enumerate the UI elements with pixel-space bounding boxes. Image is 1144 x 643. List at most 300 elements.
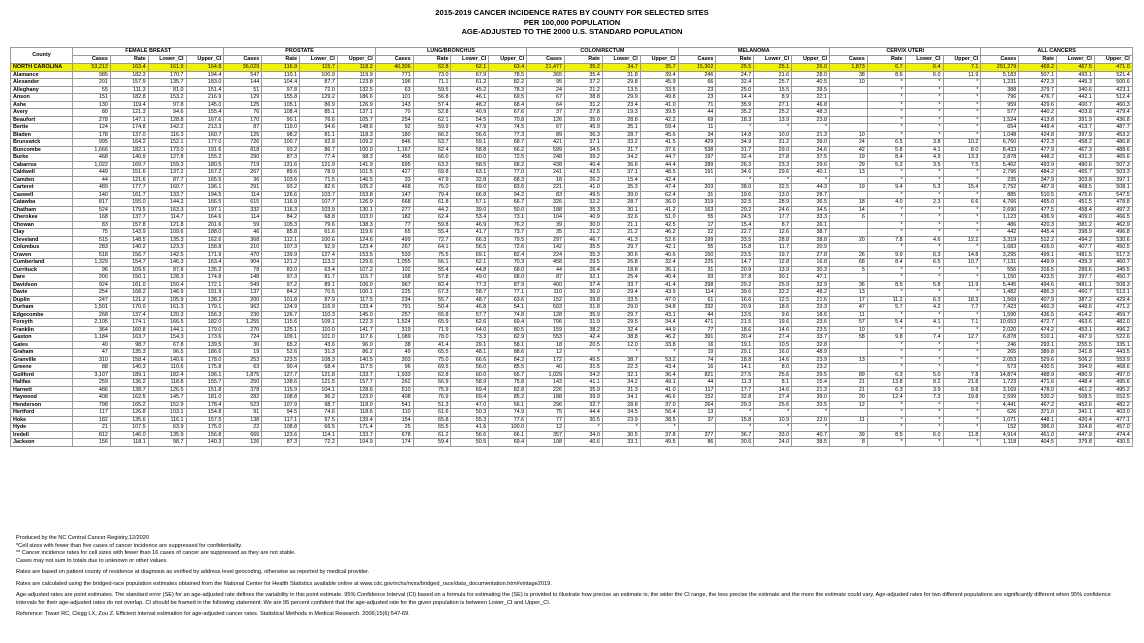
- cervix-uteri-cases-cell: 39: [829, 431, 867, 439]
- melanoma-cases-cell: 203: [678, 184, 716, 192]
- female-breast-cases-cell: 40: [73, 341, 111, 349]
- lung-bronchus-upper-ci-cell: 73.1: [489, 214, 527, 222]
- all-cancers-rate-cell: 430.5: [1019, 364, 1057, 372]
- prostate-cases-cell: 726: [224, 139, 262, 147]
- melanoma-rate-cell: 13.5: [716, 311, 754, 319]
- melanoma-upper-ci-cell: 22.0: [792, 416, 830, 424]
- lung-bronchus-lower-ci-cell: 44.8: [451, 266, 489, 274]
- female-breast-lower-ci-cell: 160.7: [148, 184, 186, 192]
- colon-rectum-rate-cell: 44.4: [565, 409, 603, 417]
- county-name-cell: Jackson: [11, 439, 73, 447]
- lung-bronchus-upper-ci-cell: 82.2: [489, 79, 527, 87]
- colon-rectum-cases-cell: 357: [527, 431, 565, 439]
- all-cancers-rate-cell: 478.0: [1019, 386, 1057, 394]
- all-cancers-cases-cell: 2,796: [981, 169, 1019, 177]
- cervix-uteri-lower-ci-cell: *: [905, 229, 943, 237]
- colon-rectum-rate-cell: 31.9: [565, 319, 603, 327]
- table-row: [11, 304, 1133, 312]
- all-cancers-upper-ci-cell: 486.8: [1094, 139, 1132, 147]
- melanoma-rate-cell: 26.3: [716, 161, 754, 169]
- melanoma-cases-cell: 44: [678, 379, 716, 387]
- cervix-uteri-upper-ci-cell: *: [943, 439, 981, 447]
- lung-bronchus-rate-cell: 75.0: [413, 356, 451, 364]
- melanoma-cases-cell: 77: [678, 326, 716, 334]
- county-name-cell: Davie: [11, 289, 73, 297]
- all-cancers-upper-ci-cell: 465.6: [1094, 154, 1132, 162]
- female-breast-lower-ci-cell: 142.5: [148, 251, 186, 259]
- female-breast-rate-cell: 126.8: [110, 409, 148, 417]
- cervix-uteri-upper-ci-cell: *: [943, 214, 981, 222]
- colon-rectum-rate-cell: 36.3: [565, 131, 603, 139]
- cervix-uteri-lower-ci-cell: *: [905, 439, 943, 447]
- all-cancers-rate-cell: 429.6: [1019, 101, 1057, 109]
- colon-rectum-upper-ci-cell: *: [640, 424, 678, 432]
- prostate-lower-ci-cell: 43.6: [300, 341, 338, 349]
- all-cancers-cases-cell: 291,279: [981, 64, 1019, 72]
- melanoma-lower-ci-cell: 28.9: [754, 199, 792, 207]
- county-name-cell: Alamance: [11, 71, 73, 79]
- lung-bronchus-rate-cell: 55.4: [413, 229, 451, 237]
- prostate-rate-cell: 107.3: [262, 244, 300, 252]
- lung-bronchus-lower-ci-cell: 49.0: [451, 274, 489, 282]
- county-name-cell: Davidson: [11, 281, 73, 289]
- female-breast-lower-ci-cell: 118.8: [148, 379, 186, 387]
- colon-rectum-lower-ci-cell: 21.1: [602, 221, 640, 229]
- female-breast-cases-cell: 283: [73, 244, 111, 252]
- prostate-rate-cell: 108.8: [262, 424, 300, 432]
- all-cancers-cases-cell: 2,878: [981, 154, 1019, 162]
- all-cancers-upper-ci-cell: 496.8: [1094, 229, 1132, 237]
- female-breast-lower-ci-cell: 63.9: [148, 424, 186, 432]
- all-cancers-upper-ci-cell: 429.4: [1094, 296, 1132, 304]
- all-cancers-rate-cell: 530.2: [1019, 394, 1057, 402]
- all-cancers-lower-ci-cell: 445.3: [1057, 79, 1095, 87]
- female-breast-rate-cell: 182.1: [110, 146, 148, 154]
- cervix-uteri-cases-cell: 20: [829, 394, 867, 402]
- all-cancers-rate-cell: 471.6: [1019, 379, 1057, 387]
- all-cancers-cases-cell: 5,183: [981, 71, 1019, 79]
- table-row: [11, 236, 1133, 244]
- cervix-uteri-cases-cell: 10: [829, 131, 867, 139]
- all-cancers-lower-ci-cell: 442.1: [1057, 94, 1095, 102]
- melanoma-cases-cell: 93: [678, 274, 716, 282]
- cervix-uteri-cases-cell: 36: [829, 281, 867, 289]
- all-cancers-upper-ci-cell: 453.2: [1094, 131, 1132, 139]
- all-cancers-rate-cell: 477.9: [1019, 146, 1057, 154]
- prostate-upper-ci-cell: 96.0: [337, 341, 375, 349]
- county-name-cell: Cherokee: [11, 214, 73, 222]
- colon-rectum-lower-ci-cell: 28.8: [602, 116, 640, 124]
- table-row: [11, 86, 1133, 94]
- melanoma-lower-ci-cell: 24.6: [754, 206, 792, 214]
- lung-bronchus-upper-ci-cell: 83.6: [489, 184, 527, 192]
- lung-bronchus-upper-ci-cell: 50.0: [489, 206, 527, 214]
- female-breast-rate-cell: 138.7: [110, 386, 148, 394]
- table-row: [11, 71, 1133, 79]
- melanoma-lower-ci-cell: 21.6: [754, 71, 792, 79]
- colon-rectum-rate-cell: 39.2: [565, 154, 603, 162]
- lung-bronchus-upper-ci-cell: 74.8: [489, 311, 527, 319]
- prostate-lower-ci-cell: 101.0: [300, 334, 338, 342]
- colon-rectum-cases-cell: 188: [527, 394, 565, 402]
- prostate-upper-ci-cell: 107.2: [337, 266, 375, 274]
- all-cancers-upper-ci-cell: 462.9: [1094, 221, 1132, 229]
- melanoma-lower-ci-cell: 8.0: [754, 364, 792, 372]
- melanoma-rate-cell: 32.5: [716, 199, 754, 207]
- all-cancers-upper-ci-cell: 521.4: [1094, 71, 1132, 79]
- colon-rectum-upper-ci-header: Upper_CI: [640, 56, 678, 64]
- colon-rectum-rate-cell: 32.2: [565, 199, 603, 207]
- cervix-uteri-rate-cell: *: [867, 221, 905, 229]
- prostate-lower-ci-cell: 104.1: [300, 386, 338, 394]
- cervix-uteri-cases-cell: [829, 341, 867, 349]
- all-cancers-upper-ci-cell: 459.7: [1094, 311, 1132, 319]
- melanoma-upper-ci-cell: 46.8: [792, 101, 830, 109]
- colon-rectum-cases-cell: 142: [527, 244, 565, 252]
- prostate-rate-cell: 90.1: [262, 116, 300, 124]
- melanoma-rate-cell: 33.5: [716, 236, 754, 244]
- lung-bronchus-cases-cell: 254: [375, 116, 413, 124]
- table-row: [11, 289, 1133, 297]
- all-cancers-upper-ci-cell: 487.7: [1094, 124, 1132, 132]
- female-breast-upper-ci-cell: 213.3: [186, 124, 224, 132]
- prostate-lower-ci-cell: 71.5: [300, 176, 338, 184]
- female-breast-upper-ci-cell: 174.8: [186, 274, 224, 282]
- female-breast-rate-cell: 164.2: [110, 139, 148, 147]
- female-breast-cases-cell: 47: [73, 349, 111, 357]
- prostate-cases-cell: 332: [224, 206, 262, 214]
- melanoma-upper-ci-cell: 32.8: [792, 341, 830, 349]
- all-cancers-cases-cell: 4,766: [981, 199, 1019, 207]
- colon-rectum-rate-cell: 35.9: [565, 311, 603, 319]
- melanoma-rate-cell: 19.6: [716, 191, 754, 199]
- melanoma-upper-ci-cell: 21.3: [792, 131, 830, 139]
- melanoma-cases-cell: 319: [678, 199, 716, 207]
- lung-bronchus-upper-ci-cell: 80.5: [489, 326, 527, 334]
- lung-bronchus-upper-ci-cell: 100.0: [489, 424, 527, 432]
- melanoma-cases-cell: 34: [678, 131, 716, 139]
- prostate-cases-cell: 200: [224, 296, 262, 304]
- melanoma-cases-cell: 61: [678, 296, 716, 304]
- lung-bronchus-lower-ci-cell: 39.0: [451, 206, 489, 214]
- all-cancers-lower-ci-header: Lower_CI: [1057, 56, 1095, 64]
- lung-bronchus-cases-cell: 541: [375, 401, 413, 409]
- all-cancers-cases-cell: 152: [981, 424, 1019, 432]
- all-cancers-rate-cell: 465.0: [1019, 199, 1057, 207]
- colon-rectum-cases-cell: 326: [527, 199, 565, 207]
- prostate-lower-ci-cell: 87.7: [300, 79, 338, 87]
- female-breast-lower-ci-cell: 128.8: [148, 116, 186, 124]
- female-breast-upper-ci-cell: 178.0: [186, 356, 224, 364]
- colon-rectum-cases-cell: 89: [527, 131, 565, 139]
- cervix-uteri-lower-ci-cell: *: [905, 191, 943, 199]
- lung-bronchus-upper-ci-cell: 76.2: [489, 221, 527, 229]
- female-breast-lower-ci-cell: 145.7: [148, 394, 186, 402]
- melanoma-rate-cell: 20.9: [716, 266, 754, 274]
- all-cancers-lower-ci-cell: 497.9: [1057, 334, 1095, 342]
- prostate-lower-ci-cell: 98.7: [300, 401, 338, 409]
- all-cancers-upper-ci-cell: 474.4: [1094, 431, 1132, 439]
- prostate-upper-ci-cell: 133.4: [337, 304, 375, 312]
- female-breast-lower-ci-cell: 182.4: [148, 371, 186, 379]
- cervix-uteri-rate-cell: *: [867, 274, 905, 282]
- all-cancers-rate-cell: 472.3: [1019, 139, 1057, 147]
- lung-bronchus-cases-cell: 427: [375, 169, 413, 177]
- all-cancers-upper-ci-cell: 500.6: [1094, 79, 1132, 87]
- melanoma-upper-ci-cell: 39.0: [792, 394, 830, 402]
- melanoma-cases-cell: 152: [678, 394, 716, 402]
- colon-rectum-rate-cell: 32.1: [565, 274, 603, 282]
- lung-bronchus-lower-ci-cell: 50.5: [451, 439, 489, 447]
- lung-bronchus-cases-cell: 1,055: [375, 259, 413, 267]
- female-breast-upper-ci-cell: 201.6: [186, 221, 224, 229]
- prostate-upper-ci-cell: 126.9: [337, 101, 375, 109]
- table-row: [11, 161, 1133, 169]
- cervix-uteri-rate-cell: *: [867, 356, 905, 364]
- melanoma-lower-ci-cell: 13.0: [754, 191, 792, 199]
- prostate-rate-cell: 105.1: [262, 101, 300, 109]
- cervix-uteri-upper-ci-cell: *: [943, 124, 981, 132]
- colon-rectum-lower-ci-cell: 13.5: [602, 86, 640, 94]
- lung-bronchus-upper-ci-cell: 70.3: [489, 259, 527, 267]
- cervix-uteri-rate-cell: *: [867, 266, 905, 274]
- cervix-uteri-cases-cell: 10: [829, 79, 867, 87]
- prostate-rate-cell: 93.2: [262, 146, 300, 154]
- female-breast-upper-ci-cell: 165.5: [186, 176, 224, 184]
- cervix-uteri-lower-ci-cell: 6.0: [905, 431, 943, 439]
- melanoma-lower-ci-cell: 8.9: [754, 94, 792, 102]
- county-name-cell: Gates: [11, 341, 73, 349]
- all-cancers-upper-ci-cell: 436.8: [1094, 116, 1132, 124]
- prostate-lower-ci-cell: 72.2: [300, 439, 338, 447]
- lung-bronchus-lower-ci-cell: 58.7: [451, 289, 489, 297]
- colon-rectum-upper-ci-cell: 37.6: [640, 146, 678, 154]
- cervix-uteri-lower-ci-cell: 4.6: [905, 236, 943, 244]
- female-breast-rate-cell: 119.4: [110, 101, 148, 109]
- county-name-cell: Duplin: [11, 296, 73, 304]
- all-cancers-upper-ci-cell: 482.0: [1094, 319, 1132, 327]
- all-cancers-upper-ci-cell: 497.0: [1094, 371, 1132, 379]
- melanoma-lower-ci-cell: 10.0: [754, 131, 792, 139]
- prostate-cases-cell: 368: [224, 236, 262, 244]
- lung-bronchus-rate-cell: 79.4: [413, 191, 451, 199]
- all-cancers-lower-ci-cell: 508.5: [1057, 394, 1095, 402]
- lung-bronchus-cases-cell: 182: [375, 214, 413, 222]
- lung-bronchus-lower-ci-cell: 62.6: [451, 319, 489, 327]
- all-cancers-lower-ci-cell: 475.6: [1057, 191, 1095, 199]
- colon-rectum-lower-ci-cell: 32.4: [602, 326, 640, 334]
- colon-rectum-upper-ci-cell: 44.7: [640, 154, 678, 162]
- female-breast-lower-ci-cell: 146.9: [148, 289, 186, 297]
- melanoma-lower-ci-cell: 12.5: [754, 296, 792, 304]
- prostate-upper-ci-cell: 138.3: [337, 221, 375, 229]
- female-breast-upper-ci-cell: 154.8: [186, 409, 224, 417]
- melanoma-rate-cell: *: [716, 124, 754, 132]
- all-cancers-lower-ci-cell: 255.5: [1057, 341, 1095, 349]
- cervix-uteri-cases-cell: 12: [829, 401, 867, 409]
- all-cancers-cases-cell: 1,048: [981, 131, 1019, 139]
- cervix-uteri-lower-ci-cell: 8.2: [905, 379, 943, 387]
- colon-rectum-upper-ci-cell: 53.2: [640, 356, 678, 364]
- colon-rectum-upper-ci-cell: 40.6: [640, 251, 678, 259]
- female-breast-rate-cell: 168.2: [110, 289, 148, 297]
- all-cancers-cases-cell: 388: [981, 86, 1019, 94]
- colon-rectum-rate-cell: 34.0: [565, 431, 603, 439]
- prostate-rate-cell: 123.5: [262, 356, 300, 364]
- female-breast-cases-cell: 995: [73, 139, 111, 147]
- melanoma-upper-ci-cell: 37.5: [792, 154, 830, 162]
- colon-rectum-upper-ci-cell: 46.6: [640, 394, 678, 402]
- colon-rectum-upper-ci-cell: 41.0: [640, 386, 678, 394]
- female-breast-upper-ci-cell: 180.5: [186, 161, 224, 169]
- prostate-cases-cell: 78: [224, 266, 262, 274]
- prostate-rate-cell: 124.9: [262, 304, 300, 312]
- all-cancers-rate-cell: 445.4: [1019, 229, 1057, 237]
- colon-rectum-rate-cell: *: [565, 424, 603, 432]
- prostate-lower-ci-cell: 77.4: [300, 154, 338, 162]
- prostate-upper-ci-cell: 133.7: [337, 431, 375, 439]
- all-cancers-lower-ci-cell: 400.7: [1057, 101, 1095, 109]
- colon-rectum-lower-ci-cell: 29.7: [602, 311, 640, 319]
- prostate-lower-ci-cell: 121.5: [300, 379, 338, 387]
- colon-rectum-rate-cell: 34.5: [565, 146, 603, 154]
- female-breast-upper-ci-header: Upper_CI: [186, 56, 224, 64]
- colon-rectum-lower-ci-cell: 19.3: [602, 109, 640, 117]
- cervix-uteri-rate-cell: *: [867, 424, 905, 432]
- county-name-cell: Durham: [11, 304, 73, 312]
- cervix-uteri-lower-ci-cell: *: [905, 266, 943, 274]
- melanoma-cases-cell: 19: [678, 349, 716, 357]
- all-cancers-rate-cell: 510.1: [1019, 334, 1057, 342]
- prostate-cases-cell: 818: [224, 146, 262, 154]
- lung-bronchus-rate-cell: 63.7: [413, 139, 451, 147]
- colon-rectum-lower-ci-cell: 33.7: [602, 281, 640, 289]
- prostate-rate-cell: 109.1: [262, 334, 300, 342]
- colon-rectum-upper-ci-cell: 42.1: [640, 244, 678, 252]
- group-header-all-cancers: ALL CANCERS: [981, 48, 1132, 56]
- melanoma-lower-ci-cell: 8.7: [754, 221, 792, 229]
- group-header-female-breast: FEMALE BREAST: [73, 48, 224, 56]
- colon-rectum-lower-ci-cell: 32.1: [602, 371, 640, 379]
- all-cancers-rate-cell: 448.1: [1019, 416, 1057, 424]
- colon-rectum-upper-ci-cell: 48.5: [640, 169, 678, 177]
- county-name-cell: Bertie: [11, 124, 73, 132]
- colon-rectum-rate-cell: *: [565, 349, 603, 357]
- prostate-cases-cell: 549: [224, 281, 262, 289]
- cervix-uteri-cases-cell: 8: [829, 439, 867, 447]
- cervix-uteri-cases-cell: [829, 229, 867, 237]
- cervix-uteri-lower-ci-cell: 6.0: [905, 71, 943, 79]
- melanoma-rate-cell: 29.3: [716, 401, 754, 409]
- all-cancers-cases-cell: 796: [981, 94, 1019, 102]
- table-row: [11, 379, 1133, 387]
- melanoma-rate-cell: 27.5: [716, 371, 754, 379]
- prostate-rate-cell: 105.3: [262, 221, 300, 229]
- female-breast-upper-ci-cell: 155.2: [186, 154, 224, 162]
- colon-rectum-upper-ci-cell: 40.4: [640, 274, 678, 282]
- all-cancers-cases-cell: 7,423: [981, 304, 1019, 312]
- prostate-lower-ci-cell: 85.1: [300, 109, 338, 117]
- colon-rectum-lower-ci-cell: 37.1: [602, 169, 640, 177]
- table-row: [11, 259, 1133, 267]
- cervix-uteri-lower-ci-cell: 4.1: [905, 319, 943, 327]
- cervix-uteri-cases-cell: 18: [829, 199, 867, 207]
- melanoma-lower-ci-header: Lower_CI: [754, 56, 792, 64]
- prostate-rate-cell: 100.7: [262, 139, 300, 147]
- cervix-uteri-lower-ci-cell: *: [905, 326, 943, 334]
- footnote-line: Age-adjusted rates are point estimates. The standard error (SE) for an age-adjusted rate defines the variability in this point estimate. 95% Confidence Interval (CI) based on a formula for estimating the (SE) is provided to illustrate how precise an estimate is; the wider the CI range, the less precise the estimate and the more the estimate could vary. Age-adjusted rates for two different populations are significantly different when 95% confidence intervals for their age-adjusted rates do not overlap. CI should be framed in the following statement: We are 95 percent confident that the age-adjusted rate for the given population is between Lower_CI and Upper_CI.: [16, 592, 1111, 606]
- footnote-line: Produced by the NC Central Cancer Registry,12/2020: [16, 535, 149, 541]
- lung-bronchus-rate-cell: 66.9: [413, 379, 451, 387]
- colon-rectum-rate-cell: 40.9: [565, 214, 603, 222]
- all-cancers-rate-cell: 486.3: [1019, 289, 1057, 297]
- lung-bronchus-cases-cell: 1,524: [375, 319, 413, 327]
- all-cancers-rate-cell: 467.2: [1019, 401, 1057, 409]
- table-row: [11, 296, 1133, 304]
- lung-bronchus-rate-cell: 59.9: [413, 124, 451, 132]
- female-breast-cases-cell: 468: [73, 154, 111, 162]
- lung-bronchus-cases-header: Cases: [375, 56, 413, 64]
- female-breast-lower-ci-cell: 114.7: [148, 214, 186, 222]
- melanoma-rate-cell: 29.1: [716, 349, 754, 357]
- all-cancers-lower-ci-cell: 439.3: [1057, 259, 1095, 267]
- female-breast-cases-cell: 168: [73, 214, 111, 222]
- all-cancers-lower-ci-cell: 340.6: [1057, 86, 1095, 94]
- all-cancers-lower-ci-cell: 381.2: [1057, 221, 1095, 229]
- cervix-uteri-cases-cell: [829, 244, 867, 252]
- all-cancers-cases-cell: 1,524: [981, 116, 1019, 124]
- female-breast-cases-cell: 268: [73, 311, 111, 319]
- county-column-header: County: [11, 48, 73, 64]
- county-name-cell: Caswell: [11, 191, 73, 199]
- all-cancers-cases-cell: 577: [981, 109, 1019, 117]
- prostate-lower-ci-cell: 70.5: [300, 289, 338, 297]
- all-cancers-upper-ci-cell: 508.3: [1094, 281, 1132, 289]
- female-breast-rate-cell: 121.6: [110, 176, 148, 184]
- colon-rectum-rate-header: Rate: [565, 56, 603, 64]
- cervix-uteri-cases-cell: 68: [829, 259, 867, 267]
- cervix-uteri-cases-cell: [829, 364, 867, 372]
- lung-bronchus-cases-cell: 277: [375, 206, 413, 214]
- cervix-uteri-lower-ci-cell: 7.4: [905, 334, 943, 342]
- table-row: [11, 116, 1133, 124]
- colon-rectum-cases-cell: 83: [527, 191, 565, 199]
- lung-bronchus-upper-ci-cell: 72.6: [489, 244, 527, 252]
- table-row: [11, 199, 1133, 207]
- cervix-uteri-lower-ci-cell: *: [905, 86, 943, 94]
- melanoma-lower-ci-cell: 33.0: [754, 431, 792, 439]
- all-cancers-upper-ci-cell: 495.2: [1094, 386, 1132, 394]
- colon-rectum-upper-ci-cell: 34.8: [640, 304, 678, 312]
- lung-bronchus-lower-ci-cell: 69.4: [451, 394, 489, 402]
- colon-rectum-cases-cell: 12: [527, 349, 565, 357]
- table-row: [11, 184, 1133, 192]
- cervix-uteri-upper-ci-cell: *: [943, 169, 981, 177]
- prostate-cases-cell: 1,875: [224, 371, 262, 379]
- cervix-uteri-upper-ci-cell: *: [943, 341, 981, 349]
- colon-rectum-cases-cell: 599: [527, 146, 565, 154]
- table-row: [11, 349, 1133, 357]
- melanoma-cases-cell: 11: [678, 124, 716, 132]
- melanoma-upper-ci-cell: 44.3: [792, 184, 830, 192]
- melanoma-upper-ci-cell: 38.7: [792, 229, 830, 237]
- female-breast-rate-cell: 121.2: [110, 296, 148, 304]
- female-breast-upper-ci-cell: 155.7: [186, 379, 224, 387]
- cervix-uteri-upper-ci-cell: *: [943, 356, 981, 364]
- cervix-uteri-rate-cell: 5.7: [867, 304, 905, 312]
- colon-rectum-rate-cell: 26.4: [565, 266, 603, 274]
- female-breast-upper-ci-cell: 138.2: [186, 296, 224, 304]
